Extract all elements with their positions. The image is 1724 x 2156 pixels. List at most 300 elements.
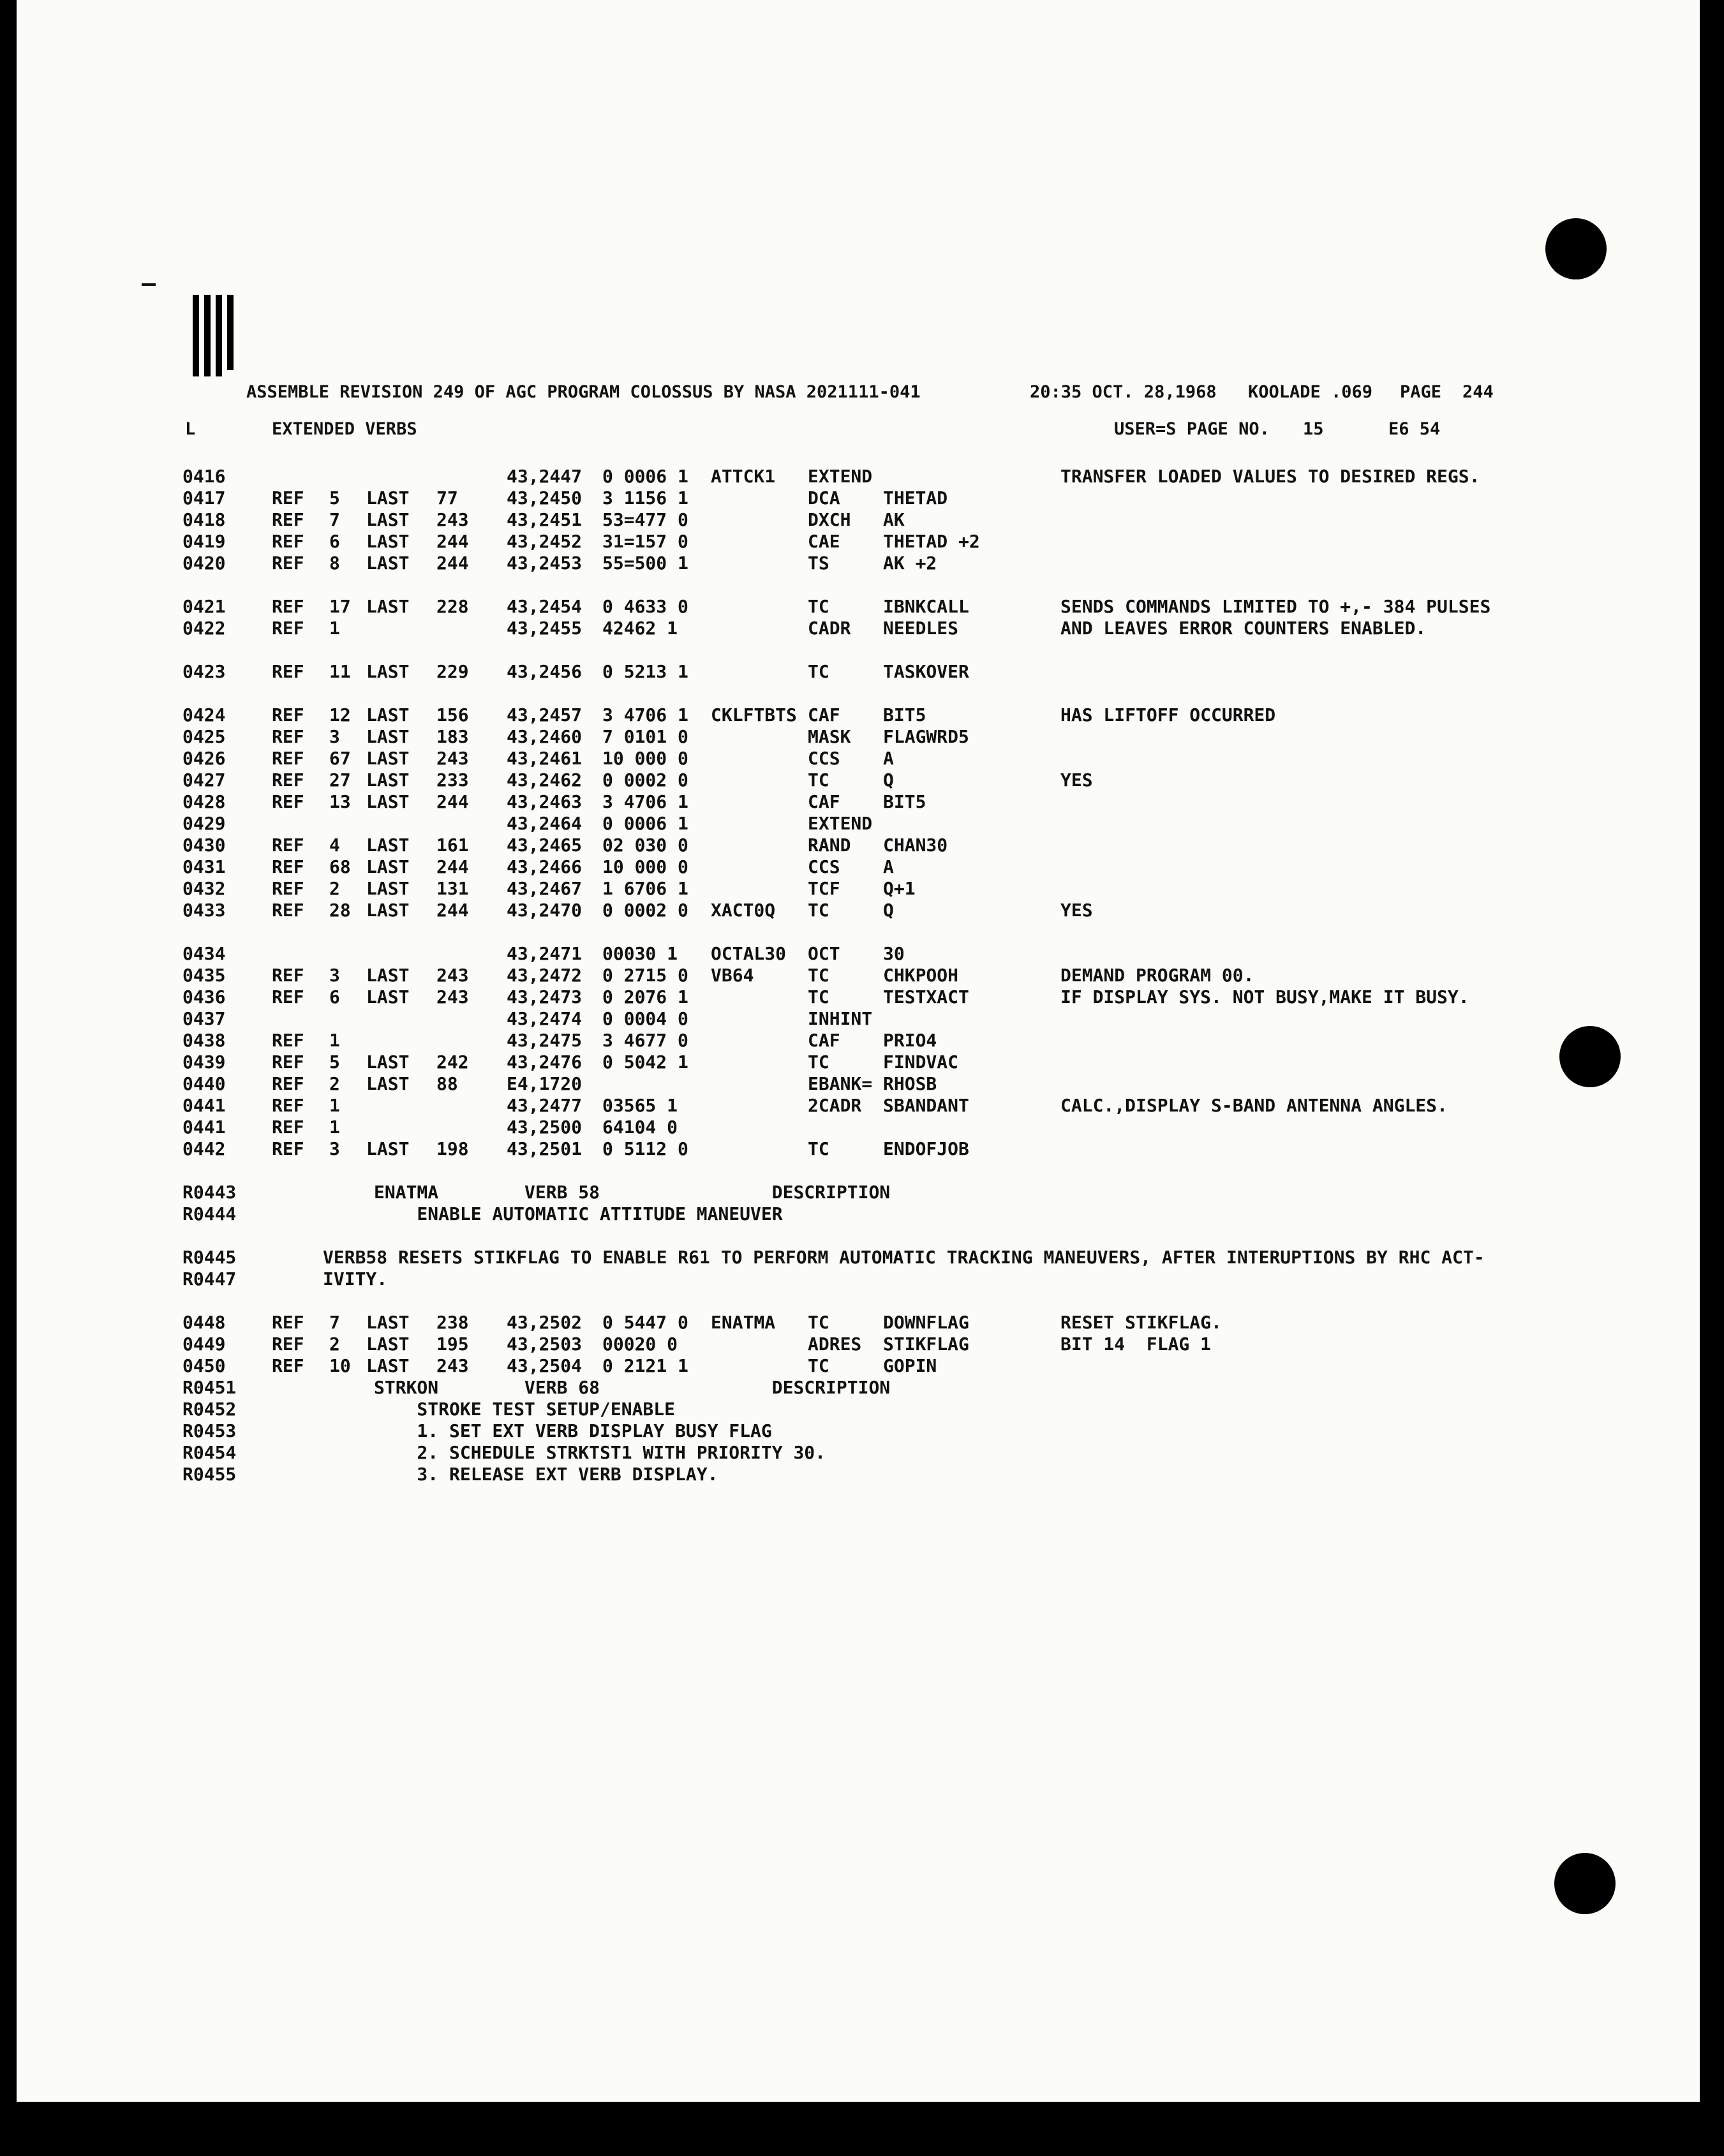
line-comment: IF DISPLAY SYS. NOT BUSY,MAKE IT BUSY. <box>1060 986 1469 1007</box>
line-operand: NEEDLES <box>883 618 959 639</box>
line-last: LAST <box>366 856 410 877</box>
listing-line <box>17 900 1700 921</box>
line-rev: REF <box>272 618 304 639</box>
remark-text: STROKE TEST SETUP/ENABLE <box>374 1399 676 1420</box>
line-num: 244 <box>436 531 469 552</box>
line-addr: 43,2500 <box>507 1117 583 1138</box>
header-page-label: PAGE <box>1400 382 1442 402</box>
line-rev: REF <box>272 878 304 899</box>
listing-line <box>17 596 1700 618</box>
listing-line <box>17 1138 1700 1160</box>
line-addr: 43,2452 <box>507 531 583 552</box>
line-seq: 0430 <box>182 835 226 856</box>
line-comment: AND LEAVES ERROR COUNTERS ENABLED. <box>1060 618 1427 639</box>
line-num: 161 <box>436 835 469 856</box>
line-op: MASK <box>808 726 851 747</box>
line-last: LAST <box>366 1138 410 1159</box>
listing-line <box>17 1030 1700 1052</box>
line-comment: SENDS COMMANDS LIMITED TO +,- 384 PULSES <box>1060 596 1491 617</box>
listing-line <box>17 1334 1700 1355</box>
line-operand: CHKPOOH <box>883 965 959 986</box>
remark-text: 2. SCHEDULE STRKTST1 WITH PRIORITY 30. <box>374 1442 826 1463</box>
listing-line <box>17 1312 1700 1334</box>
line-word: 00020 0 <box>602 1334 678 1355</box>
line-seq: 0429 <box>182 813 226 834</box>
line-addr: 43,2466 <box>507 856 583 877</box>
line-cnt: 11 <box>329 661 351 682</box>
line-rev: REF <box>272 1355 304 1376</box>
line-rev: REF <box>272 1095 304 1116</box>
line-addr: 43,2475 <box>507 1030 583 1051</box>
line-seq: 0439 <box>182 1052 226 1073</box>
line-cnt: 1 <box>329 1117 340 1138</box>
line-seq: 0417 <box>182 487 226 509</box>
line-last: LAST <box>366 900 410 921</box>
line-operand: TESTXACT <box>883 986 969 1007</box>
line-num: 88 <box>436 1073 458 1094</box>
listing-line <box>17 813 1700 835</box>
line-num: 243 <box>436 509 469 530</box>
line-cnt: 3 <box>329 965 340 986</box>
remark-seq: R0454 <box>182 1442 237 1463</box>
listing-line <box>17 1355 1700 1377</box>
line-rev: REF <box>272 596 304 617</box>
line-last: LAST <box>366 1334 410 1355</box>
line-cnt: 2 <box>329 878 340 899</box>
line-rev: REF <box>272 965 304 986</box>
remark-text: ENATMA VERB 58 DESCRIPTION <box>374 1182 891 1203</box>
line-addr: 43,2472 <box>507 965 583 986</box>
line-cnt: 5 <box>329 1052 340 1073</box>
line-seq: 0432 <box>182 878 226 899</box>
line-num: 243 <box>436 986 469 1007</box>
line-word: 0 2715 0 <box>602 965 688 986</box>
line-label: ATTCK1 <box>711 466 776 487</box>
listing-line <box>17 1073 1700 1095</box>
listing-line <box>17 509 1700 531</box>
remark-line <box>17 1377 1700 1399</box>
line-last: LAST <box>366 1073 410 1094</box>
line-rev: REF <box>272 748 304 769</box>
line-rev: REF <box>272 1073 304 1094</box>
line-op: EXTEND <box>808 466 873 487</box>
line-operand: CHAN30 <box>883 835 948 856</box>
line-comment: CALC.,DISPLAY S-BAND ANTENNA ANGLES. <box>1060 1095 1448 1116</box>
line-op: CAF <box>808 791 840 812</box>
line-num: 242 <box>436 1052 469 1073</box>
line-op: TC <box>808 986 829 1007</box>
line-op: TC <box>808 596 829 617</box>
line-cnt: 2 <box>329 1073 340 1094</box>
section-title: EXTENDED VERBS <box>272 419 417 439</box>
line-op: EBANK= <box>808 1073 873 1094</box>
line-last: LAST <box>366 553 410 574</box>
line-num: 183 <box>436 726 469 747</box>
line-addr: 43,2455 <box>507 618 583 639</box>
remark-seq: R0452 <box>182 1399 237 1420</box>
remark-line <box>17 1247 1700 1268</box>
line-operand: 30 <box>883 943 905 964</box>
line-num: 131 <box>436 878 469 899</box>
line-label: ENATMA <box>711 1312 776 1333</box>
line-word: 0 0002 0 <box>602 769 688 791</box>
line-seq: 0416 <box>182 466 226 487</box>
line-word: 3 4706 1 <box>602 791 688 812</box>
line-addr: 43,2463 <box>507 791 583 812</box>
printout-page <box>17 0 1700 2102</box>
line-word: 0 0006 1 <box>602 813 688 834</box>
line-cnt: 13 <box>329 791 351 812</box>
listing-subheader <box>17 419 1700 440</box>
line-comment: BIT 14 FLAG 1 <box>1060 1334 1212 1355</box>
line-op: CAE <box>808 531 840 552</box>
line-addr: 43,2456 <box>507 661 583 682</box>
line-rev: REF <box>272 769 304 791</box>
line-seq: 0450 <box>182 1355 226 1376</box>
line-last: LAST <box>366 596 410 617</box>
remark-line <box>17 1442 1700 1464</box>
line-rev: REF <box>272 856 304 877</box>
line-num: 238 <box>436 1312 469 1333</box>
header-page-number: 244 <box>1462 382 1494 402</box>
line-addr: 43,2474 <box>507 1008 583 1029</box>
line-op: ADRES <box>808 1334 862 1355</box>
line-operand: PRIO4 <box>883 1030 937 1051</box>
line-addr: 43,2476 <box>507 1052 583 1073</box>
line-comment: TRANSFER LOADED VALUES TO DESIRED REGS. <box>1060 466 1480 487</box>
listing-line <box>17 466 1700 487</box>
line-addr: 43,2457 <box>507 704 583 725</box>
line-seq: 0438 <box>182 1030 226 1051</box>
line-addr: 43,2467 <box>507 878 583 899</box>
line-operand: Q <box>883 769 894 791</box>
line-addr: 43,2477 <box>507 1095 583 1116</box>
line-operand: BIT5 <box>883 791 926 812</box>
user-page-number: 15 <box>1303 419 1324 439</box>
line-num: 198 <box>436 1138 469 1159</box>
line-seq: 0440 <box>182 1073 226 1094</box>
line-seq: 0448 <box>182 1312 226 1333</box>
line-op: TC <box>808 1138 829 1159</box>
line-word: 0 2121 1 <box>602 1355 688 1376</box>
listing-line <box>17 856 1700 878</box>
line-word: 3 1156 1 <box>602 487 688 509</box>
remark-seq: R0447 <box>182 1268 237 1290</box>
listing-line <box>17 704 1700 726</box>
listing-line <box>17 835 1700 856</box>
line-operand: DOWNFLAG <box>883 1312 969 1333</box>
line-addr: 43,2470 <box>507 900 583 921</box>
line-cnt: 4 <box>329 835 340 856</box>
user-page-label: USER=S PAGE NO. <box>1114 419 1270 439</box>
listing-line <box>17 531 1700 553</box>
line-op: TC <box>808 900 829 921</box>
line-seq: 0441 <box>182 1095 226 1116</box>
line-cnt: 67 <box>329 748 351 769</box>
line-rev: REF <box>272 1138 304 1159</box>
line-addr: 43,2471 <box>507 943 583 964</box>
remark-line <box>17 1182 1700 1203</box>
line-addr: 43,2461 <box>507 748 583 769</box>
line-last: LAST <box>366 726 410 747</box>
line-word: 0 4633 0 <box>602 596 688 617</box>
line-cnt: 12 <box>329 704 351 725</box>
remark-line <box>17 1268 1700 1290</box>
line-label: VB64 <box>711 965 754 986</box>
line-seq: 0423 <box>182 661 226 682</box>
line-word: 64104 0 <box>602 1117 678 1138</box>
line-last: LAST <box>366 1355 410 1376</box>
line-seq: 0424 <box>182 704 226 725</box>
line-cnt: 1 <box>329 618 340 639</box>
line-cnt: 28 <box>329 900 351 921</box>
line-op: TC <box>808 661 829 682</box>
line-num: 228 <box>436 596 469 617</box>
line-word: 0 0006 1 <box>602 466 688 487</box>
line-seq: 0425 <box>182 726 226 747</box>
line-num: 243 <box>436 748 469 769</box>
line-seq: 0427 <box>182 769 226 791</box>
line-operand: THETAD +2 <box>883 531 980 552</box>
line-op: CAF <box>808 1030 840 1051</box>
line-addr: 43,2453 <box>507 553 583 574</box>
listing-line <box>17 661 1700 683</box>
line-last: LAST <box>366 965 410 986</box>
line-op: DXCH <box>808 509 851 530</box>
remark-line <box>17 1399 1700 1420</box>
line-seq: 0431 <box>182 856 226 877</box>
line-op: OCT <box>808 943 840 964</box>
line-op: TCF <box>808 878 840 899</box>
line-last: LAST <box>366 878 410 899</box>
line-rev: REF <box>272 1052 304 1073</box>
line-rev: REF <box>272 986 304 1007</box>
line-comment: YES <box>1060 769 1093 791</box>
remark-seq: R0445 <box>182 1247 237 1268</box>
line-op: CADR <box>808 618 851 639</box>
line-word: 0 5447 0 <box>602 1312 688 1333</box>
line-word: 7 0101 0 <box>602 726 688 747</box>
line-seq: 0437 <box>182 1008 226 1029</box>
line-last: LAST <box>366 704 410 725</box>
line-op: CCS <box>808 748 840 769</box>
line-addr: 43,2502 <box>507 1312 583 1333</box>
line-word: 0 2076 1 <box>602 986 688 1007</box>
line-seq: 0421 <box>182 596 226 617</box>
listing-line <box>17 769 1700 791</box>
line-addr: 43,2503 <box>507 1334 583 1355</box>
listing-line <box>17 965 1700 986</box>
line-op: 2CADR <box>808 1095 862 1116</box>
remark-text: VERB58 RESETS STIKFLAG TO ENABLE R61 TO PERFORM AUTOMATIC TRACKING MANEUVERS, AFTER INTERUPTIONS BY RHC ACT- <box>323 1247 1485 1268</box>
remark-seq: R0444 <box>182 1203 237 1224</box>
line-op: TC <box>808 1052 829 1073</box>
remark-text: ENABLE AUTOMATIC ATTITUDE MANEUVER <box>374 1203 783 1224</box>
line-num: 233 <box>436 769 469 791</box>
header-site: KOOLADE .069 <box>1248 382 1373 402</box>
line-num: 229 <box>436 661 469 682</box>
line-cnt: 6 <box>329 531 340 552</box>
remark-seq: R0455 <box>182 1464 237 1485</box>
listing-line <box>17 986 1700 1008</box>
line-word: 0 5042 1 <box>602 1052 688 1073</box>
line-operand: TASKOVER <box>883 661 969 682</box>
log-letter: L <box>185 419 196 439</box>
line-op: EXTEND <box>808 813 873 834</box>
line-word: 00030 1 <box>602 943 678 964</box>
line-seq: 0435 <box>182 965 226 986</box>
line-seq: 0428 <box>182 791 226 812</box>
line-op: TC <box>808 1312 829 1333</box>
line-word: 42462 1 <box>602 618 678 639</box>
line-addr: E4,1720 <box>507 1073 583 1094</box>
listing-line <box>17 878 1700 900</box>
line-word: 0 5112 0 <box>602 1138 688 1159</box>
line-operand: A <box>883 856 894 877</box>
line-word: 55=500 1 <box>602 553 688 574</box>
line-cnt: 8 <box>329 553 340 574</box>
line-word: 3 4706 1 <box>602 704 688 725</box>
line-rev: REF <box>272 1030 304 1051</box>
line-cnt: 3 <box>329 1138 340 1159</box>
line-rev: REF <box>272 1117 304 1138</box>
line-num: 244 <box>436 856 469 877</box>
line-operand: A <box>883 748 894 769</box>
listing-line <box>17 553 1700 574</box>
line-op: TS <box>808 553 829 574</box>
line-rev: REF <box>272 509 304 530</box>
line-operand: FINDVAC <box>883 1052 959 1073</box>
line-addr: 43,2460 <box>507 726 583 747</box>
line-word: 10 000 0 <box>602 748 688 769</box>
line-word: 1 6706 1 <box>602 878 688 899</box>
remark-seq: R0453 <box>182 1420 237 1441</box>
listing-header <box>17 382 1700 403</box>
line-comment: HAS LIFTOFF OCCURRED <box>1060 704 1276 725</box>
line-last: LAST <box>366 748 410 769</box>
line-operand: Q <box>883 900 894 921</box>
line-cnt: 5 <box>329 487 340 509</box>
line-comment: YES <box>1060 900 1093 921</box>
line-cnt: 3 <box>329 726 340 747</box>
line-operand: AK <box>883 509 905 530</box>
line-operand: Q+1 <box>883 878 916 899</box>
line-rev: REF <box>272 704 304 725</box>
listing-line <box>17 1052 1700 1073</box>
line-rev: REF <box>272 835 304 856</box>
line-cnt: 27 <box>329 769 351 791</box>
line-operand: GOPIN <box>883 1355 937 1376</box>
line-num: 244 <box>436 791 469 812</box>
line-seq: 0419 <box>182 531 226 552</box>
remark-text: IVITY. <box>323 1268 388 1290</box>
line-seq: 0433 <box>182 900 226 921</box>
listing-line <box>17 791 1700 813</box>
line-addr: 43,2447 <box>507 466 583 487</box>
line-operand: RHOSB <box>883 1073 937 1094</box>
line-num: 243 <box>436 1355 469 1376</box>
listing-line <box>17 726 1700 748</box>
line-operand: BIT5 <box>883 704 926 725</box>
remark-seq: R0451 <box>182 1377 237 1398</box>
line-label: XACT0Q <box>711 900 776 921</box>
line-op: TC <box>808 1355 829 1376</box>
line-last: LAST <box>366 1312 410 1333</box>
line-word: 10 000 0 <box>602 856 688 877</box>
listing-line <box>17 487 1700 509</box>
line-cnt: 1 <box>329 1030 340 1051</box>
line-rev: REF <box>272 1312 304 1333</box>
line-last: LAST <box>366 835 410 856</box>
line-word: 3 4677 0 <box>602 1030 688 1051</box>
remark-line <box>17 1464 1700 1485</box>
line-last: LAST <box>366 531 410 552</box>
line-label: OCTAL30 <box>711 943 787 964</box>
line-seq: 0434 <box>182 943 226 964</box>
line-last: LAST <box>366 986 410 1007</box>
header-datetime: 20:35 OCT. 28,1968 <box>1030 382 1217 402</box>
line-cnt: 6 <box>329 986 340 1007</box>
line-op: TC <box>808 965 829 986</box>
line-operand: THETAD <box>883 487 948 509</box>
line-word: 0 5213 1 <box>602 661 688 682</box>
line-rev: REF <box>272 661 304 682</box>
line-seq: 0418 <box>182 509 226 530</box>
line-operand: FLAGWRD5 <box>883 726 969 747</box>
line-op: INHINT <box>808 1008 873 1029</box>
line-num: 156 <box>436 704 469 725</box>
line-op: TC <box>808 769 829 791</box>
listing-line <box>17 1117 1700 1138</box>
line-cnt: 7 <box>329 509 340 530</box>
listing-line <box>17 1008 1700 1030</box>
page-code: E6 54 <box>1388 419 1441 439</box>
listing-line <box>17 943 1700 965</box>
line-seq: 0420 <box>182 553 226 574</box>
remark-text: 1. SET EXT VERB DISPLAY BUSY FLAG <box>374 1420 772 1441</box>
line-operand: ENDOFJOB <box>883 1138 969 1159</box>
line-word: 02 030 0 <box>602 835 688 856</box>
line-op: CCS <box>808 856 840 877</box>
line-operand: STIKFLAG <box>883 1334 969 1355</box>
program-listing <box>17 0 1700 2102</box>
line-last: LAST <box>366 791 410 812</box>
line-num: 243 <box>436 965 469 986</box>
line-rev: REF <box>272 791 304 812</box>
line-addr: 43,2450 <box>507 487 583 509</box>
line-addr: 43,2451 <box>507 509 583 530</box>
line-addr: 43,2454 <box>507 596 583 617</box>
line-op: CAF <box>808 704 840 725</box>
line-comment: RESET STIKFLAG. <box>1060 1312 1222 1333</box>
remark-line <box>17 1203 1700 1225</box>
listing-line <box>17 618 1700 639</box>
line-cnt: 68 <box>329 856 351 877</box>
line-operand: AK +2 <box>883 553 937 574</box>
line-word: 53=477 0 <box>602 509 688 530</box>
listing-line <box>17 748 1700 769</box>
line-seq: 0441 <box>182 1117 226 1138</box>
line-num: 244 <box>436 900 469 921</box>
line-word: 03565 1 <box>602 1095 678 1116</box>
line-num: 244 <box>436 553 469 574</box>
header-title: ASSEMBLE REVISION 249 OF AGC PROGRAM COLOSSUS BY NASA 2021111-041 <box>246 382 921 402</box>
line-operand: IBNKCALL <box>883 596 969 617</box>
remark-text: 3. RELEASE EXT VERB DISPLAY. <box>374 1464 718 1485</box>
line-word: 31=157 0 <box>602 531 688 552</box>
line-rev: REF <box>272 1334 304 1355</box>
line-word: 0 0004 0 <box>602 1008 688 1029</box>
